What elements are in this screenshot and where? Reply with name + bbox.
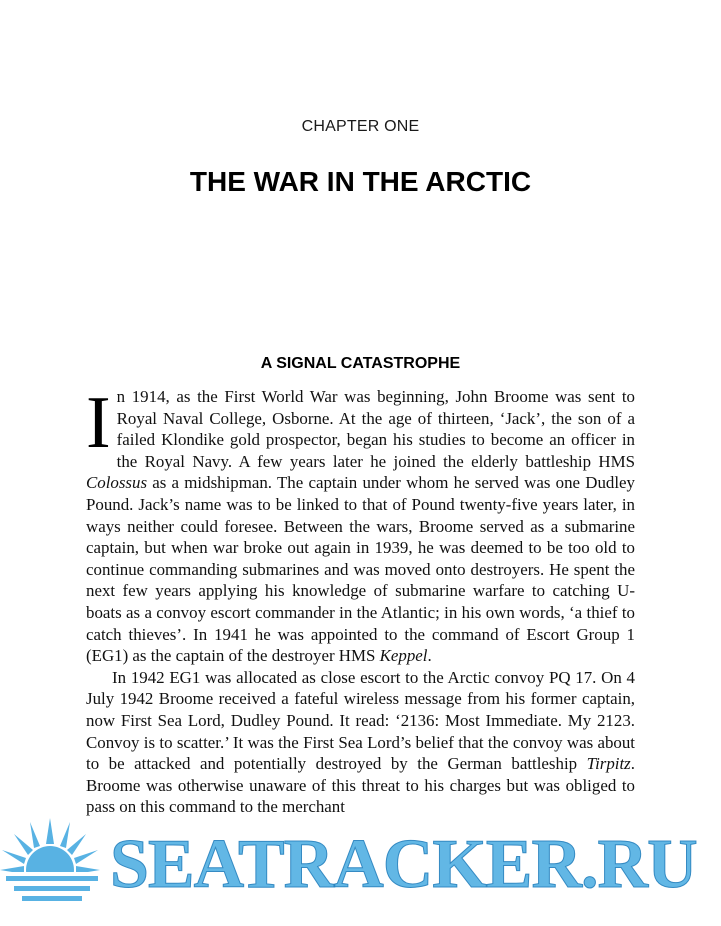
section-heading: A SIGNAL CATASTROPHE — [260, 355, 461, 372]
ship-name-colossus: Colossus — [86, 473, 148, 493]
ship-name-keppel: Keppel — [379, 646, 428, 666]
paragraph-2-text: In 1942 EG1 was allocated as close escort to the Arctic convoy PQ 17. On 4 July 1942 Broome received a fateful wireless message from his former captain, now First Sea Lord, Dudley Pound. It read: ‘2136: Most Immediate. My 2123. Convoy is to scatter.’ It was the First Sea Lord’s belief that the convoy was about to be attacked and potentially destroyed by the German battleship — [86, 667, 635, 774]
drop-cap: I — [86, 382, 111, 464]
paragraph-1 — [86, 382, 635, 667]
paragraph-2-text-2: . Broome was otherwise unaware of this threat to his charges but was obliged to pass on this command to the merchant — [86, 754, 635, 817]
paragraph-2 — [86, 667, 635, 818]
watermark-text: SEATRACKER.RU — [110, 826, 697, 903]
chapter-title: THE WAR IN THE ARCTIC — [189, 166, 532, 197]
ship-name-tirpitz: Tirpitz — [586, 754, 631, 774]
paragraph-1-text-2: as a midshipman. The captain under whom he served was one Dudley Pound. Jack’s name was to be linked to that of Pound twenty-five years later, in ways neither could foresee. Between the wars, Broome served as a submarine captain, but when war broke out again in 1939, he was deemed to be too old to continue commanding submarines and was moved onto destroyers. He spent the next few years applying his knowledge of submarine warfare to catching U-boats as a convoy escort commander in the Atlantic; in his own words, ‘a thief to catch thieves’. In 1941 he was appointed to the command of Escort Group 1 (EG1) as the captain of the destroyer HMS — [86, 473, 635, 666]
body-text — [86, 382, 635, 818]
paragraph-1-text: n 1914, as the First World War was beginning, John Broome was sent to Royal Naval College, Osborne. At the age of thirteen, ‘Jack’, the son of a failed Klondike gold prospector, began his studies to become an officer in the Royal Navy. A few years later he joined the elderly battleship HMS — [116, 387, 635, 471]
chapter-label: CHAPTER ONE — [301, 118, 420, 135]
paragraph-1-end: . — [427, 646, 432, 666]
